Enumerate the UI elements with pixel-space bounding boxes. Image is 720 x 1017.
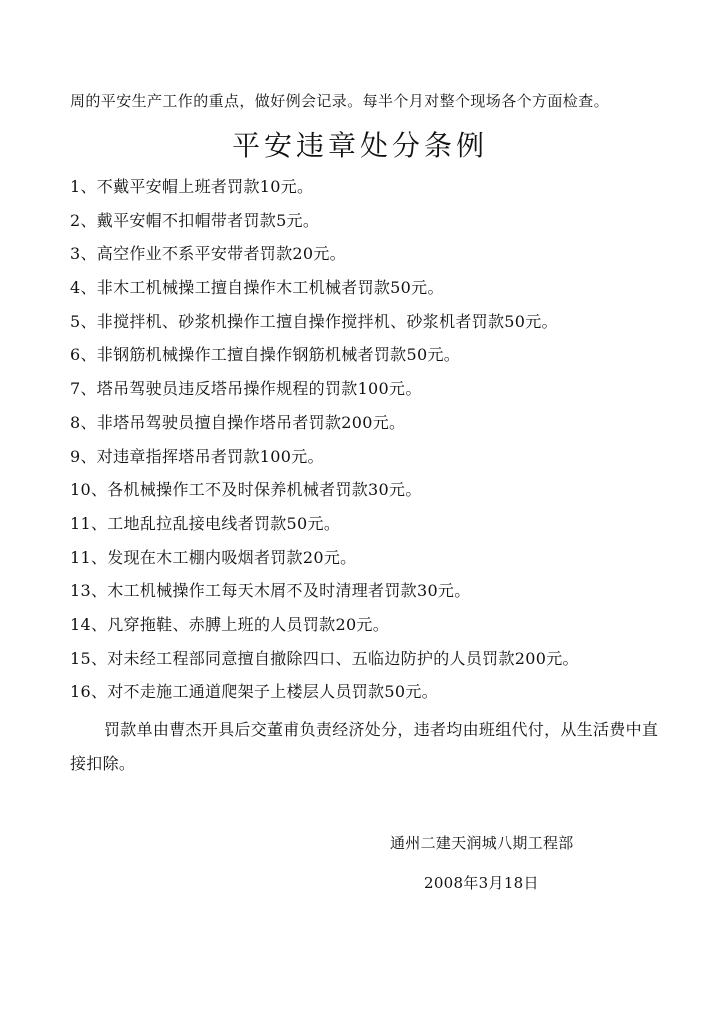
rule-item: 1、不戴平安帽上班者罚款10元。 bbox=[70, 177, 314, 196]
rule-item: 7、塔吊驾驶员违反塔吊操作规程的罚款100元。 bbox=[70, 379, 422, 399]
rule-item: 8、非塔吊驾驶员擅自操作塔吊者罚款200元。 bbox=[70, 412, 406, 432]
rule-item: 15、对未经工程部同意擅自撤除四口、五临边防护的人员罚款200元。 bbox=[70, 648, 579, 668]
rule-item: 13、木工机械操作工每天木屑不及时清理者罚款30元。 bbox=[70, 581, 471, 601]
rule-item: 3、高空作业不系平安带者罚款20元。 bbox=[70, 244, 346, 264]
rule-item: 4、非木工机械操工擅自操作木工机械者罚款50元。 bbox=[70, 278, 444, 298]
intro-line: 周的平安生产工作的重点，做好例会记录。每半个月对整个现场各个方面检查。 bbox=[70, 92, 610, 110]
rule-item: 11、发现在木工棚内吸烟者罚款20元。 bbox=[70, 547, 357, 567]
closing-paragraph bbox=[70, 713, 670, 781]
rule-item: 5、非搅拌机、砂浆机操作工擅自操作搅拌机、砂浆机者罚款50元。 bbox=[70, 311, 558, 331]
rule-item: 10、各机械操作工不及时保养机械者罚款30元。 bbox=[70, 480, 422, 500]
rule-item: 14、凡穿拖鞋、赤膊上班的人员罚款20元。 bbox=[70, 614, 390, 634]
rules-list bbox=[70, 176, 579, 715]
rule-item: 9、对违章指挥塔吊者罚款100元。 bbox=[70, 446, 324, 466]
document-title: 平安违章处分条例 bbox=[231, 129, 488, 162]
rule-item: 6、非钢筋机械操作工擅自操作钢筋机械者罚款50元。 bbox=[70, 345, 461, 365]
closing-text: 罚款单由曹杰开具后交董甫负责经济处分，违者均由班组代付，从生活费中直接扣除。 bbox=[70, 720, 659, 773]
rule-item: 16、对不走施工通道爬架子上楼层人员罚款50元。 bbox=[70, 682, 438, 702]
rule-item: 11、工地乱拉乱接电线者罚款50元。 bbox=[70, 513, 341, 533]
issuer-signature: 通州二建天润城八期工程部 bbox=[390, 834, 574, 852]
rule-item: 2、戴平安帽不扣帽带者罚款5元。 bbox=[70, 210, 320, 230]
issue-date: 2008年3月18日 bbox=[424, 874, 539, 892]
